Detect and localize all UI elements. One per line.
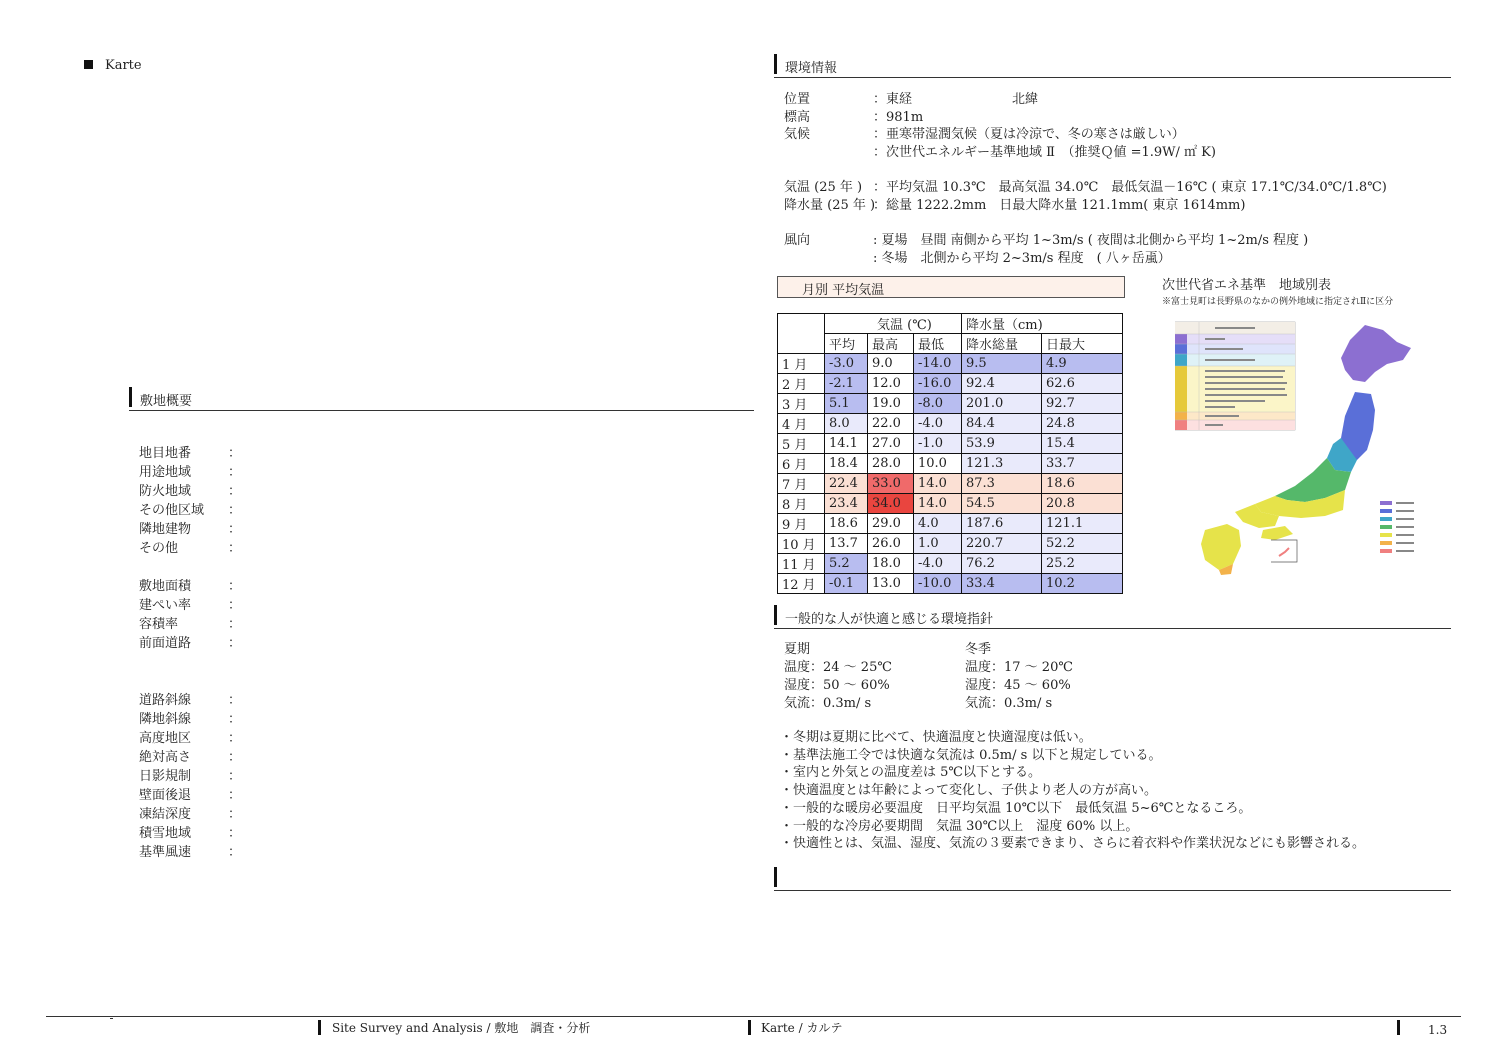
total-cell: 201.0 <box>962 394 1042 414</box>
pos-label: 位置 <box>784 92 811 107</box>
comfort-bullet: ・室内と外気との温度差は 5℃以下とする。 <box>780 765 1041 781</box>
rain-label: 降水量 (25 年 ) <box>784 198 876 213</box>
site-field-label: 凍結深度 <box>139 807 192 822</box>
winter-airflow: 気流：0.3m/ s <box>965 696 1053 711</box>
summer-humidity: 湿度：50 ～ 60% <box>784 678 890 693</box>
climate-value-1: ：亜寒帯湿潤気候（夏は冷涼で、冬の寒さは厳しい） <box>873 127 1185 142</box>
site-field-label: 高度地区 <box>139 731 192 746</box>
site-field-label: 隣地斜線 <box>139 712 192 727</box>
month-cell: 4 月 <box>778 414 825 434</box>
section-bar-icon <box>129 387 132 407</box>
site-field-colon: ： <box>228 503 242 518</box>
table-row <box>778 454 1123 474</box>
max-cell: 29.0 <box>868 514 914 534</box>
head-temp: 気温 (℃) <box>825 314 962 334</box>
site-field-colon: ： <box>228 693 242 708</box>
footer-bar-icon <box>748 1020 751 1035</box>
comfort-bullet: ・冬期は夏期に比べて、快適温度と快適湿度は低い。 <box>780 730 1092 745</box>
footer-left-text: Site Survey and Analysis / 敷地 調査・分析 <box>332 1021 591 1035</box>
max-cell: 27.0 <box>868 434 914 454</box>
winter-heading: 冬季 <box>965 642 992 657</box>
min-cell: -1.0 <box>914 434 962 454</box>
day-cell: 4.9 <box>1042 354 1123 374</box>
site-field-colon: ： <box>228 712 242 727</box>
site-field-label: 防火地域 <box>139 484 192 499</box>
summer-temp: 温度：24 ～ 25℃ <box>784 660 892 675</box>
table-head-row <box>778 314 1123 334</box>
site-field-label: 壁面後退 <box>139 788 192 803</box>
total-cell: 33.4 <box>962 574 1042 594</box>
okinawa-region <box>1279 548 1289 556</box>
site-field-colon: ： <box>228 769 242 784</box>
total-cell: 54.5 <box>962 494 1042 514</box>
table-caption: 月別 平均気温 <box>802 283 885 298</box>
month-cell: 5 月 <box>778 434 825 454</box>
climate-label: 気候 <box>784 127 811 142</box>
site-field-label: その他 <box>139 541 179 556</box>
max-cell: 28.0 <box>868 454 914 474</box>
site-field-label: 容積率 <box>139 617 179 632</box>
footer-bar-icon <box>1397 1020 1400 1035</box>
page-number: 1.3 <box>1428 1023 1448 1037</box>
month-cell: 12 月 <box>778 574 825 594</box>
day-cell: 10.2 <box>1042 574 1123 594</box>
table-row <box>778 474 1123 494</box>
site-field-label: 地目地番 <box>139 446 192 461</box>
max-cell: 9.0 <box>868 354 914 374</box>
max-cell: 18.0 <box>868 554 914 574</box>
min-cell: 10.0 <box>914 454 962 474</box>
site-field-colon: ： <box>228 750 242 765</box>
max-cell: 12.0 <box>868 374 914 394</box>
day-cell: 121.1 <box>1042 514 1123 534</box>
wind-value-2: : 冬場 北側から平均 2~3m/s 程度 ( 八ヶ岳颪） <box>873 251 1171 266</box>
site-field-label: 日影規制 <box>139 769 192 784</box>
max-cell: 19.0 <box>868 394 914 414</box>
site-field-colon: ： <box>228 484 242 499</box>
footer-tick <box>110 1018 113 1019</box>
table-sub-row <box>778 334 1123 354</box>
winter-temp: 温度：17 ～ 20℃ <box>965 660 1073 675</box>
site-field-colon: ： <box>228 636 242 651</box>
sub-total: 降水総量 <box>962 334 1042 354</box>
total-cell: 76.2 <box>962 554 1042 574</box>
table-row <box>778 494 1123 514</box>
square-bullet-icon <box>84 60 93 69</box>
max-cell: 34.0 <box>868 494 914 514</box>
min-cell: -4.0 <box>914 414 962 434</box>
month-cell: 2 月 <box>778 374 825 394</box>
site-field-label: 絶対高さ <box>139 750 192 765</box>
site-field-label: 建ぺい率 <box>139 598 192 613</box>
pos-lat: 北緯 <box>1012 92 1039 107</box>
avg-cell: -0.1 <box>825 574 868 594</box>
page-heading <box>84 57 142 75</box>
table-caption-box <box>777 276 1125 298</box>
footer-mid-text: Karte / カルテ <box>761 1021 843 1035</box>
day-cell: 25.2 <box>1042 554 1123 574</box>
site-field-label: 道路斜線 <box>139 693 192 708</box>
day-cell: 92.7 <box>1042 394 1123 414</box>
month-cell: 11 月 <box>778 554 825 574</box>
month-cell: 7 月 <box>778 474 825 494</box>
footer-rule <box>46 1016 1461 1017</box>
avg-cell: 14.1 <box>825 434 868 454</box>
site-field-colon: ： <box>228 446 242 461</box>
wind-value-1: : 夏場 昼間 南側から平均 1~3m/s ( 夜間は北側から平均 1~2m/s 程度 ) <box>873 233 1309 248</box>
avg-cell: 22.4 <box>825 474 868 494</box>
table-row <box>778 394 1123 414</box>
site-field-colon: ： <box>228 465 242 480</box>
day-cell: 24.8 <box>1042 414 1123 434</box>
avg-cell: -2.1 <box>825 374 868 394</box>
min-cell: 14.0 <box>914 474 962 494</box>
table-row <box>778 554 1123 574</box>
sub-min: 最低 <box>914 334 962 354</box>
wind-label: 風向 <box>784 233 811 248</box>
sub-day: 日最大 <box>1042 334 1123 354</box>
month-cell: 3 月 <box>778 394 825 414</box>
min-cell: 1.0 <box>914 534 962 554</box>
temp-label: 気温 (25 年 ) <box>784 180 863 195</box>
winter-humidity: 湿度：45 ～ 60% <box>965 678 1071 693</box>
section-bar-icon <box>774 605 777 625</box>
month-cell: 10 月 <box>778 534 825 554</box>
footer-bar-icon <box>318 1020 321 1035</box>
elev-label: 標高 <box>784 110 811 125</box>
month-cell: 6 月 <box>778 454 825 474</box>
comfort-bullet: ・快適温度とは年齢によって変化し、子供より老人の方が高い。 <box>780 783 1158 799</box>
climate-value-2: ：次世代エネルギー基準地域 Ⅱ （推奨Ｑ値 =1.9W/ ㎡ K) <box>873 145 1216 160</box>
total-cell: 84.4 <box>962 414 1042 434</box>
rain-value: ：総量 1222.2mm 日最大降水量 121.1mm( 東京 1614mm) <box>873 198 1246 213</box>
okinawa-inset <box>1271 540 1297 562</box>
site-field-label: その他区域 <box>139 503 205 518</box>
max-cell: 26.0 <box>868 534 914 554</box>
kyushu-region <box>1201 524 1241 570</box>
total-cell: 121.3 <box>962 454 1042 474</box>
empty-section-header <box>774 867 1451 891</box>
total-cell: 92.4 <box>962 374 1042 394</box>
site-field-label: 隣地建物 <box>139 522 192 537</box>
comfort-bullet: ・基準法施工令では快適な気流は 0.5m/ s 以下と規定している。 <box>780 747 1162 763</box>
site-field-colon: ： <box>228 522 242 537</box>
avg-cell: 5.2 <box>825 554 868 574</box>
min-cell: -4.0 <box>914 554 962 574</box>
table-row <box>778 514 1123 534</box>
section-bar-icon <box>774 54 777 74</box>
total-cell: 9.5 <box>962 354 1042 374</box>
climate-table <box>777 313 1123 594</box>
summer-airflow: 気流：0.3m/ s <box>784 696 872 711</box>
avg-cell: 18.6 <box>825 514 868 534</box>
region-legend-table <box>1175 322 1295 430</box>
day-cell: 52.2 <box>1042 534 1123 554</box>
temp-value: ：平均気温 10.3℃ 最高気温 34.0℃ 最低気温－16℃ ( 東京 17.1℃/34.0℃/1.8℃) <box>873 180 1387 195</box>
avg-cell: 18.4 <box>825 454 868 474</box>
month-cell: 9 月 <box>778 514 825 534</box>
total-cell: 220.7 <box>962 534 1042 554</box>
section-bar-icon <box>774 867 777 887</box>
env-info-header <box>774 54 1451 78</box>
comfort-bullet: ・快適性とは、気温、湿度、気流の３要素できまり、さらに着衣料や作業状況などにも影響される。 <box>780 836 1366 852</box>
site-field-colon: ： <box>228 845 242 860</box>
table-row <box>778 374 1123 394</box>
total-cell: 53.9 <box>962 434 1042 454</box>
avg-cell: 23.4 <box>825 494 868 514</box>
site-field-label: 積雪地域 <box>139 826 192 841</box>
day-cell: 62.6 <box>1042 374 1123 394</box>
site-field-colon: ： <box>228 807 242 822</box>
site-field-colon: ： <box>228 788 242 803</box>
head-rain: 降水量（cm) <box>962 314 1123 334</box>
max-cell: 33.0 <box>868 474 914 494</box>
site-field-label: 敷地面積 <box>139 579 192 594</box>
site-field-colon: ： <box>228 731 242 746</box>
min-cell: -16.0 <box>914 374 962 394</box>
shikoku-region <box>1261 526 1293 540</box>
avg-cell: 13.7 <box>825 534 868 554</box>
total-cell: 187.6 <box>962 514 1042 534</box>
site-field-colon: ： <box>228 617 242 632</box>
site-overview-header <box>129 387 754 411</box>
site-field-colon: ： <box>228 826 242 841</box>
env-info-title: 環境情報 <box>785 61 838 76</box>
table-row <box>778 354 1123 374</box>
max-cell: 13.0 <box>868 574 914 594</box>
table-row <box>778 434 1123 454</box>
elev-value: ：981m <box>873 110 924 125</box>
day-cell: 15.4 <box>1042 434 1123 454</box>
avg-cell: 8.0 <box>825 414 868 434</box>
map-color-legend <box>1380 501 1414 553</box>
day-cell: 18.6 <box>1042 474 1123 494</box>
hokkaido-region <box>1341 325 1411 382</box>
summer-heading: 夏期 <box>784 642 811 657</box>
avg-cell: 5.1 <box>825 394 868 414</box>
month-cell: 1 月 <box>778 354 825 374</box>
min-cell: 4.0 <box>914 514 962 534</box>
max-cell: 22.0 <box>868 414 914 434</box>
day-cell: 33.7 <box>1042 454 1123 474</box>
site-field-colon: ： <box>228 541 242 556</box>
site-field-label: 基準風速 <box>139 845 192 860</box>
avg-cell: -3.0 <box>825 354 868 374</box>
map-title: 次世代省エネ基準 地域別表 <box>1162 278 1332 293</box>
min-cell: 14.0 <box>914 494 962 514</box>
comfort-header <box>774 605 1451 629</box>
site-field-label: 用途地域 <box>139 465 192 480</box>
japan-region-map <box>1175 320 1430 575</box>
comfort-title: 一般的な人が快適と感じる環境指針 <box>785 612 994 627</box>
day-cell: 20.8 <box>1042 494 1123 514</box>
pos-value: ：東経 <box>873 92 913 107</box>
sub-max: 最高 <box>868 334 914 354</box>
page-heading-text: Karte <box>105 58 142 73</box>
table-row <box>778 414 1123 434</box>
min-cell: -14.0 <box>914 354 962 374</box>
site-overview-title: 敷地概要 <box>140 394 193 409</box>
map-note: ※富士見町は長野県のなかの例外地域に指定されⅡに区分 <box>1162 297 1394 307</box>
table-corner <box>778 314 825 354</box>
min-cell: -8.0 <box>914 394 962 414</box>
table-row <box>778 534 1123 554</box>
sub-avg: 平均 <box>825 334 868 354</box>
total-cell: 87.3 <box>962 474 1042 494</box>
min-cell: -10.0 <box>914 574 962 594</box>
month-cell: 8 月 <box>778 494 825 514</box>
comfort-bullet: ・一般的な冷房必要期間 気温 30℃以上 湿度 60% 以上。 <box>780 818 1139 834</box>
site-field-colon: ： <box>228 579 242 594</box>
comfort-bullet: ・一般的な暖房必要温度 日平均気温 10℃以下 最低気温 5~6℃となるころ。 <box>780 800 1252 816</box>
site-field-colon: ： <box>228 598 242 613</box>
table-row <box>778 574 1123 594</box>
site-field-label: 前面道路 <box>139 636 192 651</box>
